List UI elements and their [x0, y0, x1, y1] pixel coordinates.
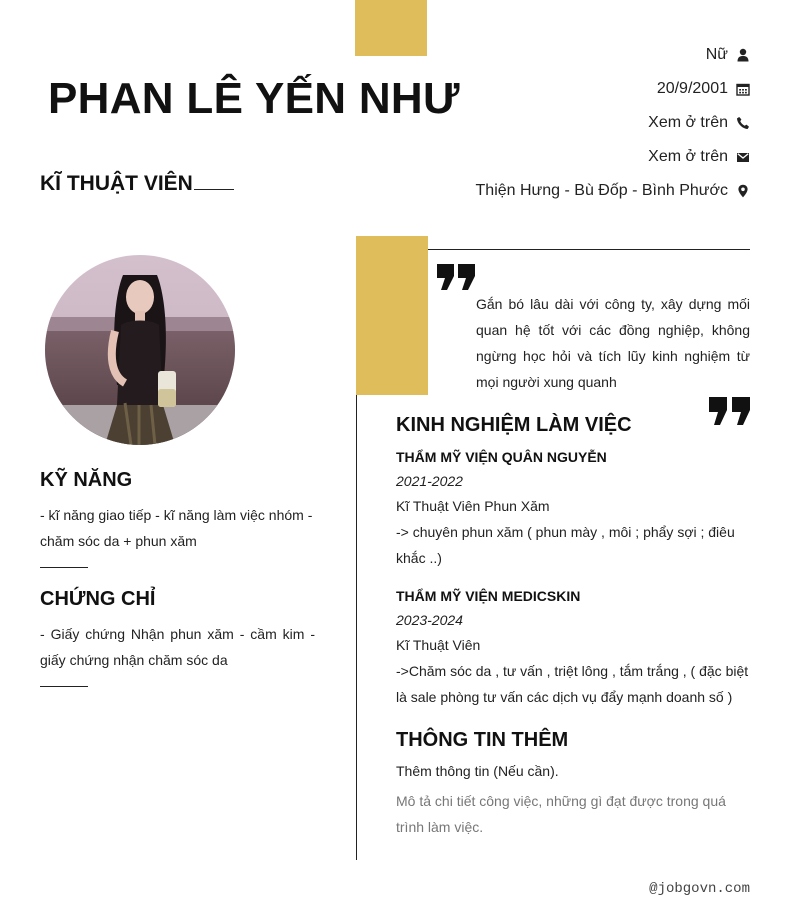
- contact-info: [476, 38, 750, 208]
- certificates-rule: [40, 686, 88, 687]
- contact-gender: Nữ: [476, 38, 750, 72]
- experience-description: -> chuyên phun xăm ( phun mày , môi ; phẩy sợi ; điêu khắc ..): [396, 524, 735, 566]
- career-objective: Gắn bó lâu dài với công ty, xây dựng mối quan hệ tốt với các đồng nghiệp, không ngừng học hỏi và tích lũy kinh nghiệm từ mọi người xung quanh: [476, 296, 750, 390]
- additional-info-heading: THÔNG TIN THÊM: [396, 729, 569, 751]
- contact-birthday: 20/9/2001: [476, 72, 750, 106]
- candidate-name: PHAN LÊ YẾN NHƯ: [48, 74, 460, 123]
- phone-icon: [736, 116, 750, 130]
- location-icon: [736, 184, 750, 198]
- contact-phone: Xem ở trên: [476, 106, 750, 140]
- quote-open-icon: [437, 264, 475, 290]
- experience-company: THẨM MỸ VIỆN MEDICSKIN: [396, 588, 581, 604]
- experience-company: THẨM MỸ VIỆN QUÂN NGUYỄN: [396, 449, 607, 465]
- additional-info-text: Thêm thông tin (Nếu cần).: [396, 763, 559, 779]
- experience-role: Kĩ Thuật Viên: [396, 637, 481, 653]
- experience-heading: KINH NGHIỆM LÀM VIỆC: [396, 414, 632, 436]
- job-title-underline: [194, 189, 234, 190]
- experience-role: Kĩ Thuật Viên Phun Xăm: [396, 498, 550, 514]
- contact-email: Xem ở trên: [476, 140, 750, 174]
- accent-block-quote: [356, 236, 428, 395]
- experience-description: ->Chăm sóc da , tư vấn , triệt lông , tắm trắng , ( đặc biệt là sale phòng tư vấn các dịch vụ đẩy mạnh doanh số ): [396, 663, 749, 705]
- experience-years: 2023-2024: [396, 612, 463, 628]
- certificates-heading: CHỨNG CHỈ: [40, 588, 156, 610]
- accent-block-top: [355, 0, 427, 56]
- additional-info-description: Mô tả chi tiết công việc, những gì đạt được trong quá trình làm việc.: [396, 793, 726, 835]
- quote-close-icon: [709, 397, 750, 425]
- contact-address: Thiện Hưng - Bù Đốp - Bình Phước: [476, 174, 750, 208]
- quote-top-rule: [428, 249, 750, 250]
- job-title: [40, 172, 234, 196]
- profile-photo: [45, 255, 235, 445]
- footer-watermark: @jobgovn.com: [649, 881, 750, 897]
- skills-heading: KỸ NĂNG: [40, 469, 133, 491]
- skills-text: - kĩ năng giao tiếp - kĩ năng làm việc nhóm - chăm sóc da + phun xăm: [40, 507, 313, 549]
- column-divider: [356, 395, 357, 860]
- email-icon: [736, 150, 750, 164]
- calendar-icon: [736, 82, 750, 96]
- person-icon: [736, 48, 750, 62]
- certificates-text: - Giấy chứng Nhận phun xăm - cầm kim - giấy chứng nhận chăm sóc da: [40, 626, 315, 668]
- skills-rule: [40, 567, 88, 568]
- experience-years: 2021-2022: [396, 473, 463, 489]
- job-title-text: KĨ THUẬT VIÊN: [40, 172, 193, 195]
